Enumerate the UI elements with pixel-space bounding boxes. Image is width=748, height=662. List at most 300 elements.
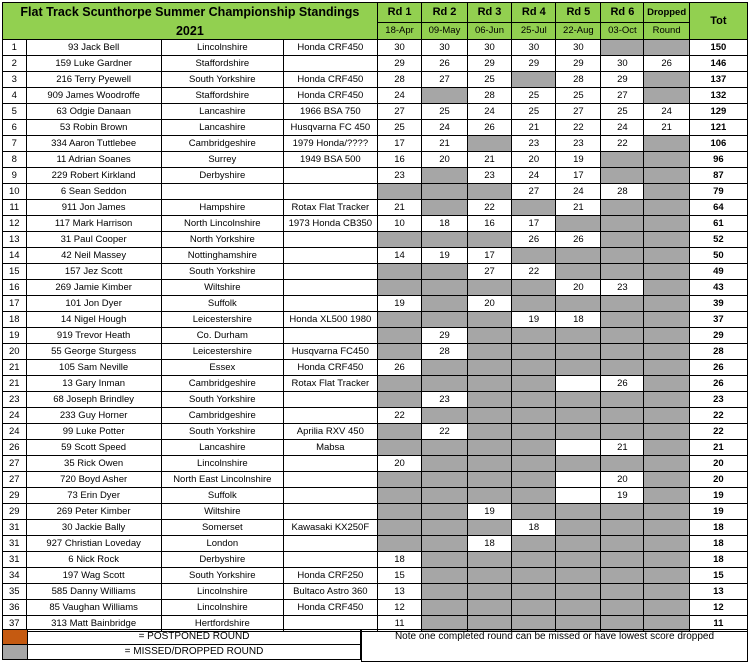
table-row xyxy=(3,584,748,600)
rider-cell: 911 Jon James xyxy=(26,200,161,216)
bike-cell: Honda CRF450 xyxy=(283,40,377,56)
round-1-score-cell xyxy=(377,488,422,504)
round-1-score-cell xyxy=(377,376,422,392)
round-5-score-cell xyxy=(556,216,601,232)
round-5-score-cell xyxy=(556,296,601,312)
round-2-score-cell xyxy=(422,536,467,552)
round-1-score-cell: 10 xyxy=(377,216,422,232)
bike-cell: Honda CRF250 xyxy=(283,568,377,584)
round-6-score-cell xyxy=(601,312,644,328)
round-6-score-cell xyxy=(601,424,644,440)
round-1-score-cell: 28 xyxy=(377,72,422,88)
total-cell: 13 xyxy=(689,584,747,600)
round-6-score-cell xyxy=(601,536,644,552)
table-row xyxy=(3,136,748,152)
sheet-year: 2021 xyxy=(3,23,378,40)
round-3-score-cell xyxy=(467,488,512,504)
bike-cell: Honda CRF450 xyxy=(283,360,377,376)
dropped-score-cell: 26 xyxy=(644,56,689,72)
dropped-score-cell xyxy=(644,200,689,216)
rider-cell: 63 Odgie Danaan xyxy=(26,104,161,120)
bike-cell xyxy=(283,296,377,312)
round-2-score-cell xyxy=(422,408,467,424)
round-6-score-cell xyxy=(601,552,644,568)
table-row xyxy=(3,248,748,264)
round-1-score-cell xyxy=(377,344,422,360)
round-1-score-cell xyxy=(377,264,422,280)
total-cell: 79 xyxy=(689,184,747,200)
round-5-header: Rd 5 xyxy=(556,3,601,23)
round-3-score-cell: 17 xyxy=(467,248,512,264)
round-3-score-cell: 20 xyxy=(467,296,512,312)
total-cell: 37 xyxy=(689,312,747,328)
dropped-score-cell xyxy=(644,328,689,344)
round-4-score-cell xyxy=(512,600,556,616)
table-row xyxy=(3,376,748,392)
position-cell: 36 xyxy=(3,600,27,616)
sheet-title: Flat Track Scunthorpe Summer Championship Standings xyxy=(3,3,378,23)
table-row xyxy=(3,472,748,488)
position-cell: 17 xyxy=(3,296,27,312)
county-cell: Derbyshire xyxy=(161,168,283,184)
dropped-score-cell xyxy=(644,392,689,408)
round-4-score-cell xyxy=(512,440,556,456)
round-2-score-cell xyxy=(422,520,467,536)
round-5-score-cell xyxy=(556,568,601,584)
bike-cell: Husqvarna FC 450 xyxy=(283,120,377,136)
postponed-legend-label: = POSTPONED ROUND xyxy=(27,629,361,645)
dropped-score-cell: 21 xyxy=(644,120,689,136)
round-6-date: 03-Oct xyxy=(601,23,644,40)
round-2-date: 09-May xyxy=(422,23,467,40)
round-4-score-cell xyxy=(512,472,556,488)
table-row xyxy=(3,552,748,568)
round-6-score-cell xyxy=(601,232,644,248)
round-5-score-cell xyxy=(556,376,601,392)
table-row xyxy=(3,488,748,504)
round-1-score-cell: 16 xyxy=(377,152,422,168)
round-6-score-cell xyxy=(601,408,644,424)
round-2-header: Rd 2 xyxy=(422,3,467,23)
dropped-score-cell xyxy=(644,568,689,584)
round-1-score-cell: 21 xyxy=(377,200,422,216)
total-cell: 52 xyxy=(689,232,747,248)
round-5-score-cell xyxy=(556,600,601,616)
round-4-score-cell xyxy=(512,504,556,520)
round-4-date: 25-Jul xyxy=(512,23,556,40)
standings-table xyxy=(2,2,748,632)
round-2-score-cell xyxy=(422,440,467,456)
position-cell: 31 xyxy=(3,520,27,536)
dropped-score-cell xyxy=(644,168,689,184)
round-3-score-cell xyxy=(467,184,512,200)
round-1-score-cell xyxy=(377,328,422,344)
table-row xyxy=(3,360,748,376)
dropped-score-cell xyxy=(644,280,689,296)
total-cell: 12 xyxy=(689,600,747,616)
table-row xyxy=(3,104,748,120)
round-2-score-cell: 26 xyxy=(422,56,467,72)
total-cell: 15 xyxy=(689,568,747,584)
round-6-score-cell: 23 xyxy=(601,280,644,296)
table-row xyxy=(3,40,748,56)
county-cell: Somerset xyxy=(161,520,283,536)
round-1-score-cell: 25 xyxy=(377,120,422,136)
total-cell: 150 xyxy=(689,40,747,56)
round-2-score-cell xyxy=(422,584,467,600)
round-2-score-cell xyxy=(422,600,467,616)
table-row xyxy=(3,408,748,424)
bike-cell xyxy=(283,408,377,424)
round-6-score-cell: 25 xyxy=(601,104,644,120)
round-2-score-cell: 28 xyxy=(422,344,467,360)
county-cell: Lancashire xyxy=(161,440,283,456)
round-2-score-cell xyxy=(422,280,467,296)
position-cell: 19 xyxy=(3,328,27,344)
table-row xyxy=(3,568,748,584)
round-6-score-cell: 27 xyxy=(601,88,644,104)
round-4-score-cell xyxy=(512,456,556,472)
round-6-score-cell xyxy=(601,584,644,600)
round-2-score-cell: 24 xyxy=(422,120,467,136)
dropped-score-cell xyxy=(644,376,689,392)
round-5-score-cell xyxy=(556,456,601,472)
total-cell: 11 xyxy=(689,616,747,632)
round-6-score-cell xyxy=(601,328,644,344)
round-2-score-cell xyxy=(422,360,467,376)
dropped-score-cell xyxy=(644,184,689,200)
position-cell: 16 xyxy=(3,280,27,296)
round-1-date: 18-Apr xyxy=(377,23,422,40)
round-2-score-cell xyxy=(422,88,467,104)
dropped-score-cell xyxy=(644,312,689,328)
round-1-score-cell: 14 xyxy=(377,248,422,264)
round-1-score-cell: 12 xyxy=(377,600,422,616)
round-2-score-cell xyxy=(422,456,467,472)
bike-cell xyxy=(283,248,377,264)
round-4-score-cell xyxy=(512,360,556,376)
round-5-score-cell xyxy=(556,584,601,600)
round-1-score-cell: 26 xyxy=(377,360,422,376)
rider-cell: 269 Jamie Kimber xyxy=(26,280,161,296)
total-cell: 18 xyxy=(689,520,747,536)
total-cell: 61 xyxy=(689,216,747,232)
round-2-score-cell: 21 xyxy=(422,136,467,152)
position-cell: 1 xyxy=(3,40,27,56)
round-2-score-cell xyxy=(422,264,467,280)
rules-note: Note one completed round can be missed or have lowest score dropped xyxy=(361,629,748,662)
round-2-score-cell xyxy=(422,568,467,584)
round-6-score-cell xyxy=(601,168,644,184)
round-5-score-cell xyxy=(556,392,601,408)
round-1-score-cell xyxy=(377,536,422,552)
county-cell: South Yorkshire xyxy=(161,72,283,88)
round-1-score-cell xyxy=(377,520,422,536)
round-4-score-cell: 20 xyxy=(512,152,556,168)
rider-cell: 334 Aaron Tuttlebee xyxy=(26,136,161,152)
rider-cell: 909 James Woodroffe xyxy=(26,88,161,104)
round-6-score-cell xyxy=(601,216,644,232)
round-4-score-cell xyxy=(512,392,556,408)
round-4-score-cell: 27 xyxy=(512,184,556,200)
rider-cell: 42 Neil Massey xyxy=(26,248,161,264)
county-cell: South Yorkshire xyxy=(161,392,283,408)
county-cell: Co. Durham xyxy=(161,328,283,344)
table-row xyxy=(3,56,748,72)
position-cell: 34 xyxy=(3,568,27,584)
round-6-score-cell xyxy=(601,568,644,584)
round-6-score-cell xyxy=(601,344,644,360)
round-1-score-cell xyxy=(377,472,422,488)
table-row xyxy=(3,88,748,104)
round-6-score-cell: 29 xyxy=(601,72,644,88)
bike-cell xyxy=(283,536,377,552)
bike-cell: Rotax Flat Tracker xyxy=(283,200,377,216)
round-6-score-cell xyxy=(601,392,644,408)
round-4-score-cell: 21 xyxy=(512,120,556,136)
round-1-score-cell xyxy=(377,440,422,456)
round-3-score-cell: 24 xyxy=(467,104,512,120)
dropped-score-cell xyxy=(644,232,689,248)
county-cell: South Yorkshire xyxy=(161,264,283,280)
total-cell: 20 xyxy=(689,472,747,488)
county-cell: Staffordshire xyxy=(161,88,283,104)
total-cell: 146 xyxy=(689,56,747,72)
rider-cell: 720 Boyd Asher xyxy=(26,472,161,488)
round-2-score-cell xyxy=(422,200,467,216)
round-4-score-cell xyxy=(512,552,556,568)
county-cell: Cambridgeshire xyxy=(161,136,283,152)
postponed-swatch xyxy=(2,629,28,645)
bike-cell xyxy=(283,456,377,472)
round-5-score-cell: 21 xyxy=(556,200,601,216)
round-4-score-cell xyxy=(512,408,556,424)
round-3-score-cell xyxy=(467,328,512,344)
round-3-score-cell xyxy=(467,280,512,296)
dropped-score-cell xyxy=(644,360,689,376)
round-3-date: 06-Jun xyxy=(467,23,512,40)
table-row xyxy=(3,600,748,616)
rider-cell: 93 Jack Bell xyxy=(26,40,161,56)
position-cell: 15 xyxy=(3,264,27,280)
dropped-score-cell xyxy=(644,72,689,88)
round-4-score-cell: 25 xyxy=(512,104,556,120)
bike-cell: 1966 BSA 750 xyxy=(283,104,377,120)
round-6-score-cell xyxy=(601,264,644,280)
position-cell: 27 xyxy=(3,472,27,488)
round-3-score-cell: 23 xyxy=(467,168,512,184)
round-2-score-cell xyxy=(422,472,467,488)
position-cell: 29 xyxy=(3,504,27,520)
round-3-score-cell: 22 xyxy=(467,200,512,216)
round-5-score-cell: 23 xyxy=(556,136,601,152)
table-row xyxy=(3,344,748,360)
round-5-score-cell xyxy=(556,488,601,504)
county-cell: Leicestershire xyxy=(161,344,283,360)
bike-cell xyxy=(283,328,377,344)
county-cell: Leicestershire xyxy=(161,312,283,328)
table-row xyxy=(3,280,748,296)
table-row xyxy=(3,424,748,440)
round-4-score-cell: 22 xyxy=(512,264,556,280)
round-2-score-cell: 27 xyxy=(422,72,467,88)
total-cell: 137 xyxy=(689,72,747,88)
rider-cell: 117 Mark Harrison xyxy=(26,216,161,232)
county-cell: Lincolnshire xyxy=(161,600,283,616)
bike-cell xyxy=(283,264,377,280)
rider-cell: 101 Jon Dyer xyxy=(26,296,161,312)
round-6-score-cell xyxy=(601,296,644,312)
county-cell: South Yorkshire xyxy=(161,568,283,584)
round-5-score-cell xyxy=(556,552,601,568)
round-5-score-cell: 18 xyxy=(556,312,601,328)
dropped-subheader: Round xyxy=(644,23,689,40)
county-cell: North Lincolnshire xyxy=(161,216,283,232)
round-3-score-cell: 30 xyxy=(467,40,512,56)
bike-cell: Bultaco Astro 360 xyxy=(283,584,377,600)
rider-cell: 35 Rick Owen xyxy=(26,456,161,472)
total-cell: 28 xyxy=(689,344,747,360)
round-3-score-cell xyxy=(467,552,512,568)
county-cell: Lincolnshire xyxy=(161,456,283,472)
table-row xyxy=(3,504,748,520)
round-4-score-cell xyxy=(512,376,556,392)
round-6-score-cell: 22 xyxy=(601,136,644,152)
round-6-score-cell xyxy=(601,152,644,168)
position-cell: 24 xyxy=(3,408,27,424)
rider-cell: 99 Luke Potter xyxy=(26,424,161,440)
position-cell: 4 xyxy=(3,88,27,104)
round-3-score-cell: 26 xyxy=(467,120,512,136)
position-cell: 18 xyxy=(3,312,27,328)
table-row xyxy=(3,168,748,184)
round-3-score-cell xyxy=(467,600,512,616)
dropped-score-cell xyxy=(644,520,689,536)
position-cell: 3 xyxy=(3,72,27,88)
round-3-score-cell xyxy=(467,472,512,488)
round-3-score-cell xyxy=(467,440,512,456)
table-row xyxy=(3,216,748,232)
round-3-score-cell xyxy=(467,568,512,584)
rider-cell: 313 Matt Bainbridge xyxy=(26,616,161,632)
round-5-score-cell: 26 xyxy=(556,232,601,248)
rider-cell: 585 Danny Williams xyxy=(26,584,161,600)
round-3-score-cell xyxy=(467,136,512,152)
county-cell: Hampshire xyxy=(161,200,283,216)
round-4-header: Rd 4 xyxy=(512,3,556,23)
round-1-score-cell xyxy=(377,504,422,520)
county-cell: Cambridgeshire xyxy=(161,376,283,392)
dropped-score-cell xyxy=(644,536,689,552)
bike-cell: Kawasaki KX250F xyxy=(283,520,377,536)
round-3-score-cell: 25 xyxy=(467,72,512,88)
round-5-score-cell: 25 xyxy=(556,88,601,104)
bike-cell xyxy=(283,184,377,200)
position-cell: 35 xyxy=(3,584,27,600)
round-5-score-cell xyxy=(556,472,601,488)
round-6-score-cell: 28 xyxy=(601,184,644,200)
round-2-score-cell: 23 xyxy=(422,392,467,408)
dropped-score-cell xyxy=(644,296,689,312)
round-3-score-cell xyxy=(467,424,512,440)
round-3-score-cell xyxy=(467,312,512,328)
total-cell: 26 xyxy=(689,376,747,392)
round-3-score-cell: 19 xyxy=(467,504,512,520)
bike-cell: Honda CRF450 xyxy=(283,88,377,104)
round-2-score-cell: 20 xyxy=(422,152,467,168)
round-2-score-cell: 29 xyxy=(422,328,467,344)
dropped-score-cell: 24 xyxy=(644,104,689,120)
bike-cell xyxy=(283,472,377,488)
bike-cell: Honda CRF450 xyxy=(283,600,377,616)
round-3-score-cell: 29 xyxy=(467,56,512,72)
dropped-score-cell xyxy=(644,264,689,280)
bike-cell: 1979 Honda/???? xyxy=(283,136,377,152)
standings-sheet xyxy=(2,2,748,632)
round-1-score-cell xyxy=(377,184,422,200)
rider-cell: 6 Sean Seddon xyxy=(26,184,161,200)
round-3-score-cell xyxy=(467,456,512,472)
round-6-score-cell: 26 xyxy=(601,376,644,392)
county-cell: London xyxy=(161,536,283,552)
round-6-score-cell xyxy=(601,456,644,472)
round-4-score-cell: 18 xyxy=(512,520,556,536)
rider-cell: 927 Christian Loveday xyxy=(26,536,161,552)
position-cell: 31 xyxy=(3,552,27,568)
county-cell: Staffordshire xyxy=(161,56,283,72)
round-4-score-cell: 29 xyxy=(512,56,556,72)
position-cell: 13 xyxy=(3,232,27,248)
bike-cell xyxy=(283,504,377,520)
total-cell: 87 xyxy=(689,168,747,184)
round-1-score-cell: 27 xyxy=(377,104,422,120)
round-2-score-cell: 18 xyxy=(422,216,467,232)
dropped-score-cell xyxy=(644,408,689,424)
total-cell: 39 xyxy=(689,296,747,312)
dropped-score-cell xyxy=(644,248,689,264)
round-5-score-cell xyxy=(556,360,601,376)
round-5-score-cell xyxy=(556,440,601,456)
round-5-score-cell: 27 xyxy=(556,104,601,120)
bike-cell: Honda CRF450 xyxy=(283,72,377,88)
bike-cell: Mabsa xyxy=(283,440,377,456)
round-4-score-cell xyxy=(512,568,556,584)
county-cell: Derbyshire xyxy=(161,552,283,568)
round-5-score-cell: 19 xyxy=(556,152,601,168)
rider-cell: 269 Peter Kimber xyxy=(26,504,161,520)
bike-cell: Aprilia RXV 450 xyxy=(283,424,377,440)
round-3-score-cell xyxy=(467,344,512,360)
total-cell: 132 xyxy=(689,88,747,104)
dropped-score-cell xyxy=(644,504,689,520)
rider-cell: 197 Wag Scott xyxy=(26,568,161,584)
position-cell: 5 xyxy=(3,104,27,120)
dropped-score-cell xyxy=(644,552,689,568)
total-cell: 22 xyxy=(689,408,747,424)
dropped-score-cell xyxy=(644,456,689,472)
bike-cell xyxy=(283,56,377,72)
rider-cell: 13 Gary Inman xyxy=(26,376,161,392)
round-2-score-cell xyxy=(422,168,467,184)
round-4-score-cell: 26 xyxy=(512,232,556,248)
rider-cell: 31 Paul Cooper xyxy=(26,232,161,248)
table-row xyxy=(3,72,748,88)
round-5-score-cell: 30 xyxy=(556,40,601,56)
round-1-score-cell xyxy=(377,280,422,296)
round-4-score-cell xyxy=(512,536,556,552)
total-cell: 96 xyxy=(689,152,747,168)
total-cell: 121 xyxy=(689,120,747,136)
